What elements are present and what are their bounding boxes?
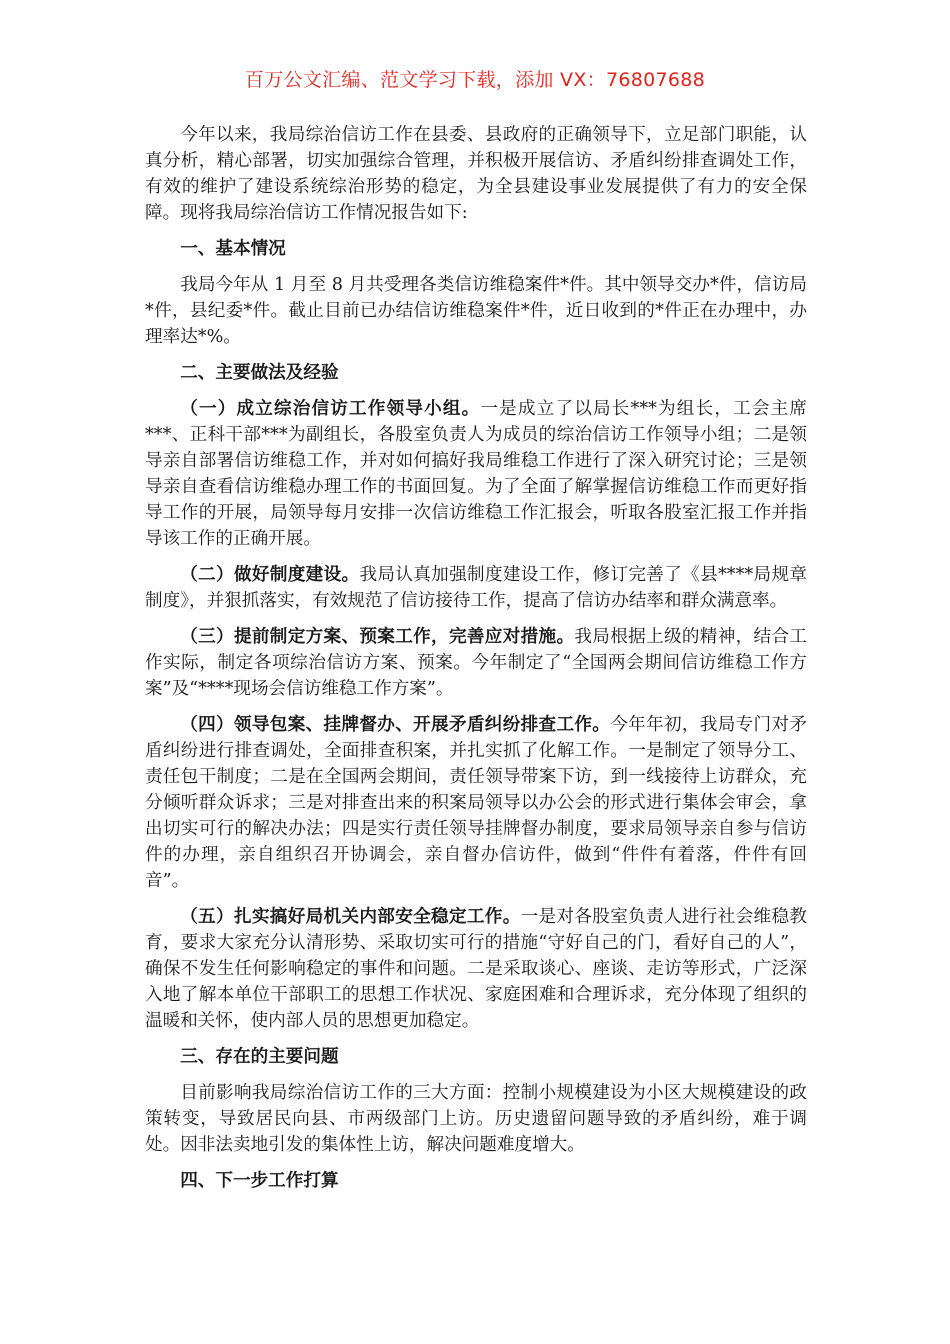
measure-lead-1: （一）成立综治信访工作领导小组。	[180, 398, 481, 419]
section-heading-problems: 三、存在的主要问题	[180, 1046, 339, 1067]
measure-body-1: 一是成立了以局长***为组长，工会主席***、正科干部***为副组长，各股室负责人为成员的综治信访工作领导小组；二是领导亲自部署信访维稳工作，并对如何搞好我局维稳工作进行了深入研究讨论；三是领导亲自查看信访维稳办理工作的书面回复。为了全面了解掌握信访维稳工作而更好指导工作的开展，局领导每月安排一次信访维稳工作汇报会，听取各股室汇报工作并指导该工作的正确开展。	[145, 399, 807, 549]
section-heading-measures: 二、主要做法及经验	[180, 362, 339, 383]
measure-lead-5: （五）扎实搞好局机关内部安全稳定工作。	[180, 906, 521, 927]
measure-paragraph-3	[145, 624, 807, 702]
section-heading-next-steps: 四、下一步工作打算	[180, 1170, 339, 1191]
intro-paragraph: 今年以来，我局综治信访工作在县委、县政府的正确领导下，立足部门职能，认真分析，精心部署，切实加强综合管理，并积极开展信访、矛盾纠纷排查调处工作，有效的维护了建设系统综治形势的稳定，为全县建设事业发展提供了有力的安全保障。现将我局综治信访工作情况报告如下:	[145, 125, 807, 223]
document-body	[145, 122, 807, 1204]
header-banner: 百万公文汇编、范文学习下载，添加 VX：76807688	[244, 69, 706, 91]
measure-body-4: 今年年初，我局专门对矛盾纠纷进行排查调处，全面排查积案，并扎实抓了化解工作。一是制定了领导分工、责任包干制度；二是在全国两会期间，责任领导带案下访，到一线接待上访群众，充分倾听群众诉求；三是对排查出来的积案局领导以办公会的形式进行集体会审会，拿出切实可行的解决办法；四是实行责任领导挂牌督办制度，要求局领导亲自参与信访件的办理，亲自组织召开协调会，亲自督办信访件，做到“件件有着落，件件有回音”。	[145, 715, 807, 891]
measure-lead-2: （二）做好制度建设。	[180, 564, 360, 585]
measure-paragraph-5	[145, 904, 807, 1034]
measure-lead-4: （四）领导包案、挂牌督办、开展矛盾纠纷排查工作。	[180, 714, 611, 735]
section-heading-basic: 一、基本情况	[180, 238, 286, 259]
measure-body-5: 一是对各股室负责人进行社会维稳教育，要求大家充分认清形势、采取切实可行的措施“守好自己的门，看好自己的人”，确保不发生任何影响稳定的事件和问题。二是采取谈心、座谈、走访等形式，广泛深入地了解本单位干部职工的思想工作状况、家庭困难和合理诉求，充分体现了组织的温暖和关怀，使内部人员的思想更加稳定。	[145, 907, 807, 1031]
measure-body-3: 我局根据上级的精神，结合工作实际，制定各项综治信访方案、预案。今年制定了“全国两会期间信访维稳工作方案”及“****现场会信访维稳工作方案”。	[145, 627, 807, 699]
basic-paragraph: 我局今年从 1 月至 8 月共受理各类信访维稳案件*件。其中领导交办*件，信访局*件，县纪委*件。截止目前已办结信访维稳案件*件，近日收到的*件正在办理中，办理率达*%。	[145, 275, 807, 347]
measure-paragraph-4	[145, 712, 807, 894]
measure-paragraph-1	[145, 396, 807, 552]
measure-body-2: 我局认真加强制度建设工作，修订完善了《县****局规章制度》，并狠抓落实，有效规范了信访接待工作，提高了信访办结率和群众满意率。	[145, 565, 807, 611]
problems-paragraph: 目前影响我局综治信访工作的三大方面：控制小规模建设为小区大规模建设的政策转变，导致居民向县、市两级部门上访。历史遗留问题导致的矛盾纠纷，难于调处。因非法卖地引发的集体性上访，解决问题难度增大。	[145, 1083, 807, 1155]
measure-paragraph-2	[145, 562, 807, 614]
measure-lead-3: （三）提前制定方案、预案工作，完善应对措施。	[180, 626, 575, 647]
